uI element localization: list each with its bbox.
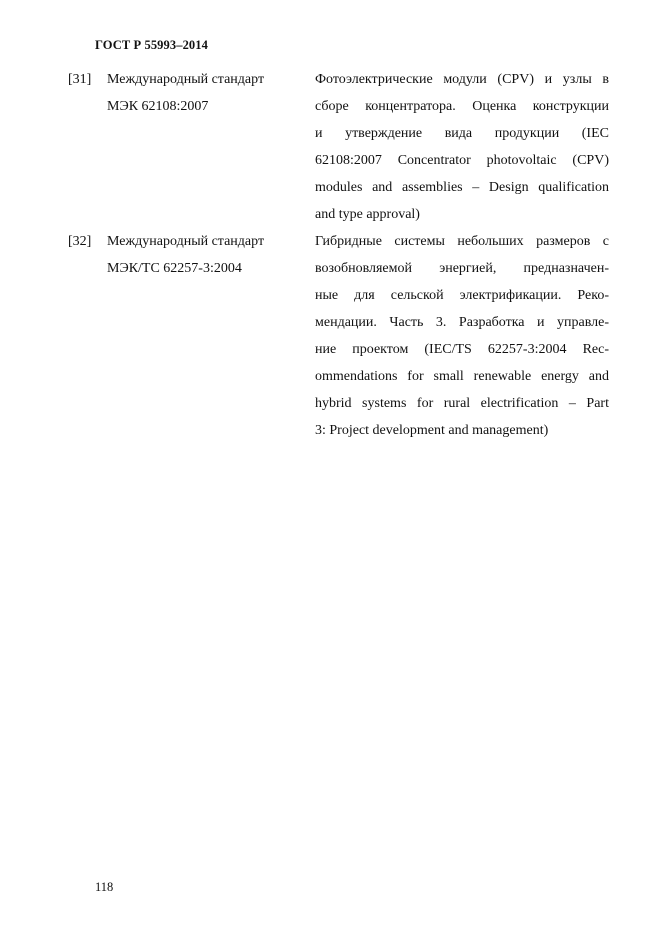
entry-standard [107, 228, 307, 282]
title-line: ние проектом (IEC/TS 62257-3:2004 Rec- [315, 342, 609, 357]
standard-code: МЭК/ТС 62257-3:2004 [107, 261, 242, 276]
title-line: ommendations for small renewable energy and [315, 369, 609, 384]
bibliography-list [68, 66, 613, 444]
title-line: сборе концентратора. Оценка конструкции [315, 99, 609, 114]
title-line: 62108:2007 Concentrator photovoltaic (CPV) [315, 153, 609, 168]
bibliography-entry-32 [68, 228, 613, 444]
title-line: modules and assemblies – Design qualification [315, 180, 609, 195]
title-line: and type approval) [315, 207, 420, 222]
title-line: Гибридные системы небольших размеров с [315, 234, 609, 249]
entry-number: [31] [68, 72, 92, 87]
bibliography-entry-31 [68, 66, 613, 228]
standard-type: Международный стандарт [107, 72, 265, 87]
entry-title [315, 228, 609, 444]
title-line: мендации. Часть 3. Разработка и управле- [315, 315, 609, 330]
title-line: hybrid systems for rural electrification – Part [315, 396, 609, 411]
entry-title [315, 66, 609, 228]
document-header: ГОСТ Р 55993–2014 [95, 38, 208, 52]
page-number: 118 [95, 880, 114, 894]
title-line: и утверждение вида продукции (IEC [315, 126, 609, 141]
entry-standard [107, 66, 307, 120]
standard-code: МЭК 62108:2007 [107, 99, 209, 114]
standard-type: Международный стандарт [107, 234, 265, 249]
title-line: Фотоэлектрические модули (CPV) и узлы в [315, 72, 609, 87]
title-line: возобновляемой энергией, предназначен- [315, 261, 609, 276]
entry-number: [32] [68, 234, 92, 249]
title-line: ные для сельской электрификации. Реко- [315, 288, 609, 303]
title-line: 3: Project development and management) [315, 423, 549, 438]
